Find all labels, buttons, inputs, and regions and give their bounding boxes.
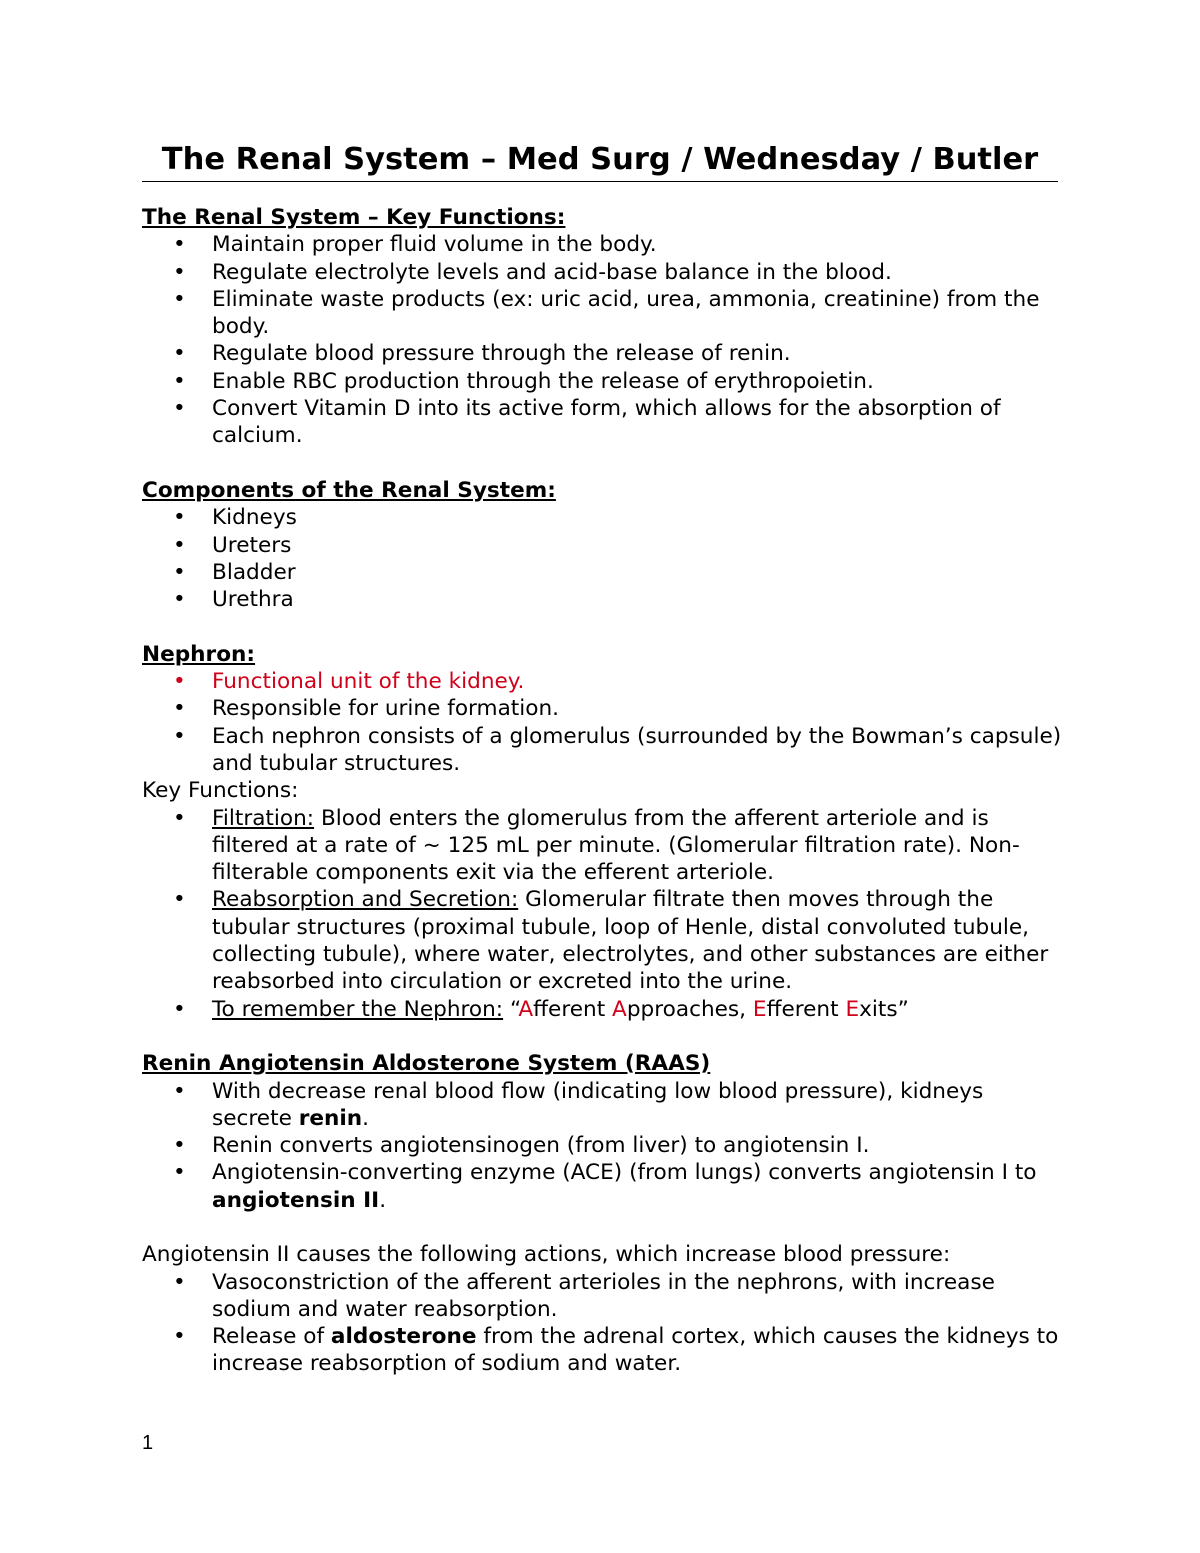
raas-heading: Renin Angiotensin Aldosterone System (RAAS) [142, 1051, 711, 1077]
list-item: • Kidneys [142, 504, 1062, 531]
nephron-functions-list [142, 805, 1062, 1023]
mnemonic-letter: A [518, 996, 534, 1022]
aldosterone-term: aldosterone [330, 1324, 477, 1350]
raas-item1-text: With decrease renal blood flow (indicating low blood pressure), kidneys secrete [212, 1078, 984, 1131]
key-functions-list [142, 231, 1062, 449]
nephron-list [142, 668, 1062, 777]
list-item [142, 1159, 1062, 1214]
mnemonic-letter: E [845, 996, 860, 1022]
list-item: • Regulate electrolyte levels and acid-base balance in the blood. [142, 259, 1062, 286]
list-item: • Each nephron consists of a glomerulus (surrounded by the Bowman’s capsule) and tubular structures. [142, 723, 1062, 778]
key-functions-label: Key Functions: [142, 778, 299, 804]
raas-item3-end: . [379, 1187, 387, 1213]
list-item [142, 1078, 1062, 1133]
document-body [142, 204, 1062, 1378]
list-item [142, 996, 1062, 1023]
list-item: • Eliminate waste products (ex: uric acid, urea, ammonia, creatinine) from the body. [142, 286, 1062, 341]
list-item: • Functional unit of the kidney. [142, 668, 1062, 695]
list-item: • Bladder [142, 559, 1062, 586]
mnemonic-word: fferent [533, 996, 613, 1022]
renin-term: renin [298, 1105, 363, 1131]
list-item [142, 1323, 1062, 1378]
list-item: • Ureters [142, 532, 1062, 559]
list-item [142, 805, 1062, 887]
list-item: • Regulate blood pressure through the release of renin. [142, 340, 1062, 367]
raas-item3-text: Angiotensin-converting enzyme (ACE) (from lungs) converts angiotensin I to [212, 1160, 1037, 1186]
action2-pre: Release of [212, 1324, 331, 1350]
raas-list [142, 1078, 1062, 1214]
list-item: • Urethra [142, 586, 1062, 613]
list-item [142, 886, 1062, 995]
list-item: • Renin converts angiotensinogen (from liver) to angiotensin I. [142, 1132, 1062, 1159]
key-functions-heading: The Renal System – Key Functions: [142, 205, 566, 230]
page-title: The Renal System – Med Surg / Wednesday / Butler [161, 142, 1039, 177]
list-item: • Convert Vitamin D into its active form, which allows for the absorption of calcium. [142, 395, 1062, 450]
page-number: 1 [142, 1432, 154, 1454]
list-item: • Enable RBC production through the release of erythropoietin. [142, 368, 1062, 395]
title-underline [142, 181, 1058, 182]
raas-item1-end: . [362, 1105, 370, 1131]
nephron-heading: Nephron: [142, 641, 256, 667]
mnemonic-label: To remember the Nephron: [212, 996, 504, 1022]
angiotensin-ii-term: angiotensin II [212, 1187, 380, 1213]
mnemonic-letter: E [752, 996, 767, 1022]
list-item: • Vasoconstriction of the afferent arterioles in the nephrons, with increase sodium and water reabsorption. [142, 1269, 1062, 1324]
components-list [142, 504, 1062, 613]
actions-list [142, 1269, 1062, 1378]
reabsorption-label: Reabsorption and Secretion: [212, 887, 519, 913]
filtration-text: Blood enters the glomerulus from the afferent arteriole and is filtered at a rate of ~ 125 mL per minute. (Glomerular filtration rate). Non-filterable components exit via the efferent arteriole. [212, 805, 1020, 886]
mnemonic-letter: A [612, 996, 627, 1022]
list-item: • Responsible for urine formation. [142, 695, 1062, 722]
actions-intro: Angiotensin II causes the following actions, which increase blood pressure: [142, 1242, 951, 1268]
mnemonic-word: xits” [859, 996, 909, 1022]
list-item: • Maintain proper fluid volume in the body. [142, 231, 1062, 258]
filtration-label: Filtration: [212, 805, 315, 831]
mnemonic-word: fferent [766, 996, 846, 1022]
mnemonic-quote: “ [503, 996, 519, 1022]
mnemonic-word: pproaches, [626, 996, 753, 1022]
components-heading: Components of the Renal System: [142, 477, 556, 503]
action2-post: from the adrenal cortex, which causes the kidneys to increase reabsorption of sodium and water. [212, 1324, 1059, 1377]
reabsorption-text: Glomerular filtrate then moves through the tubular structures (proximal tubule, loop of Henle, distal convoluted tubule, collecting tubule), where water, electrolytes, and other substances are either reabsorbed into circulation or excreted into the urine. [212, 887, 1049, 995]
